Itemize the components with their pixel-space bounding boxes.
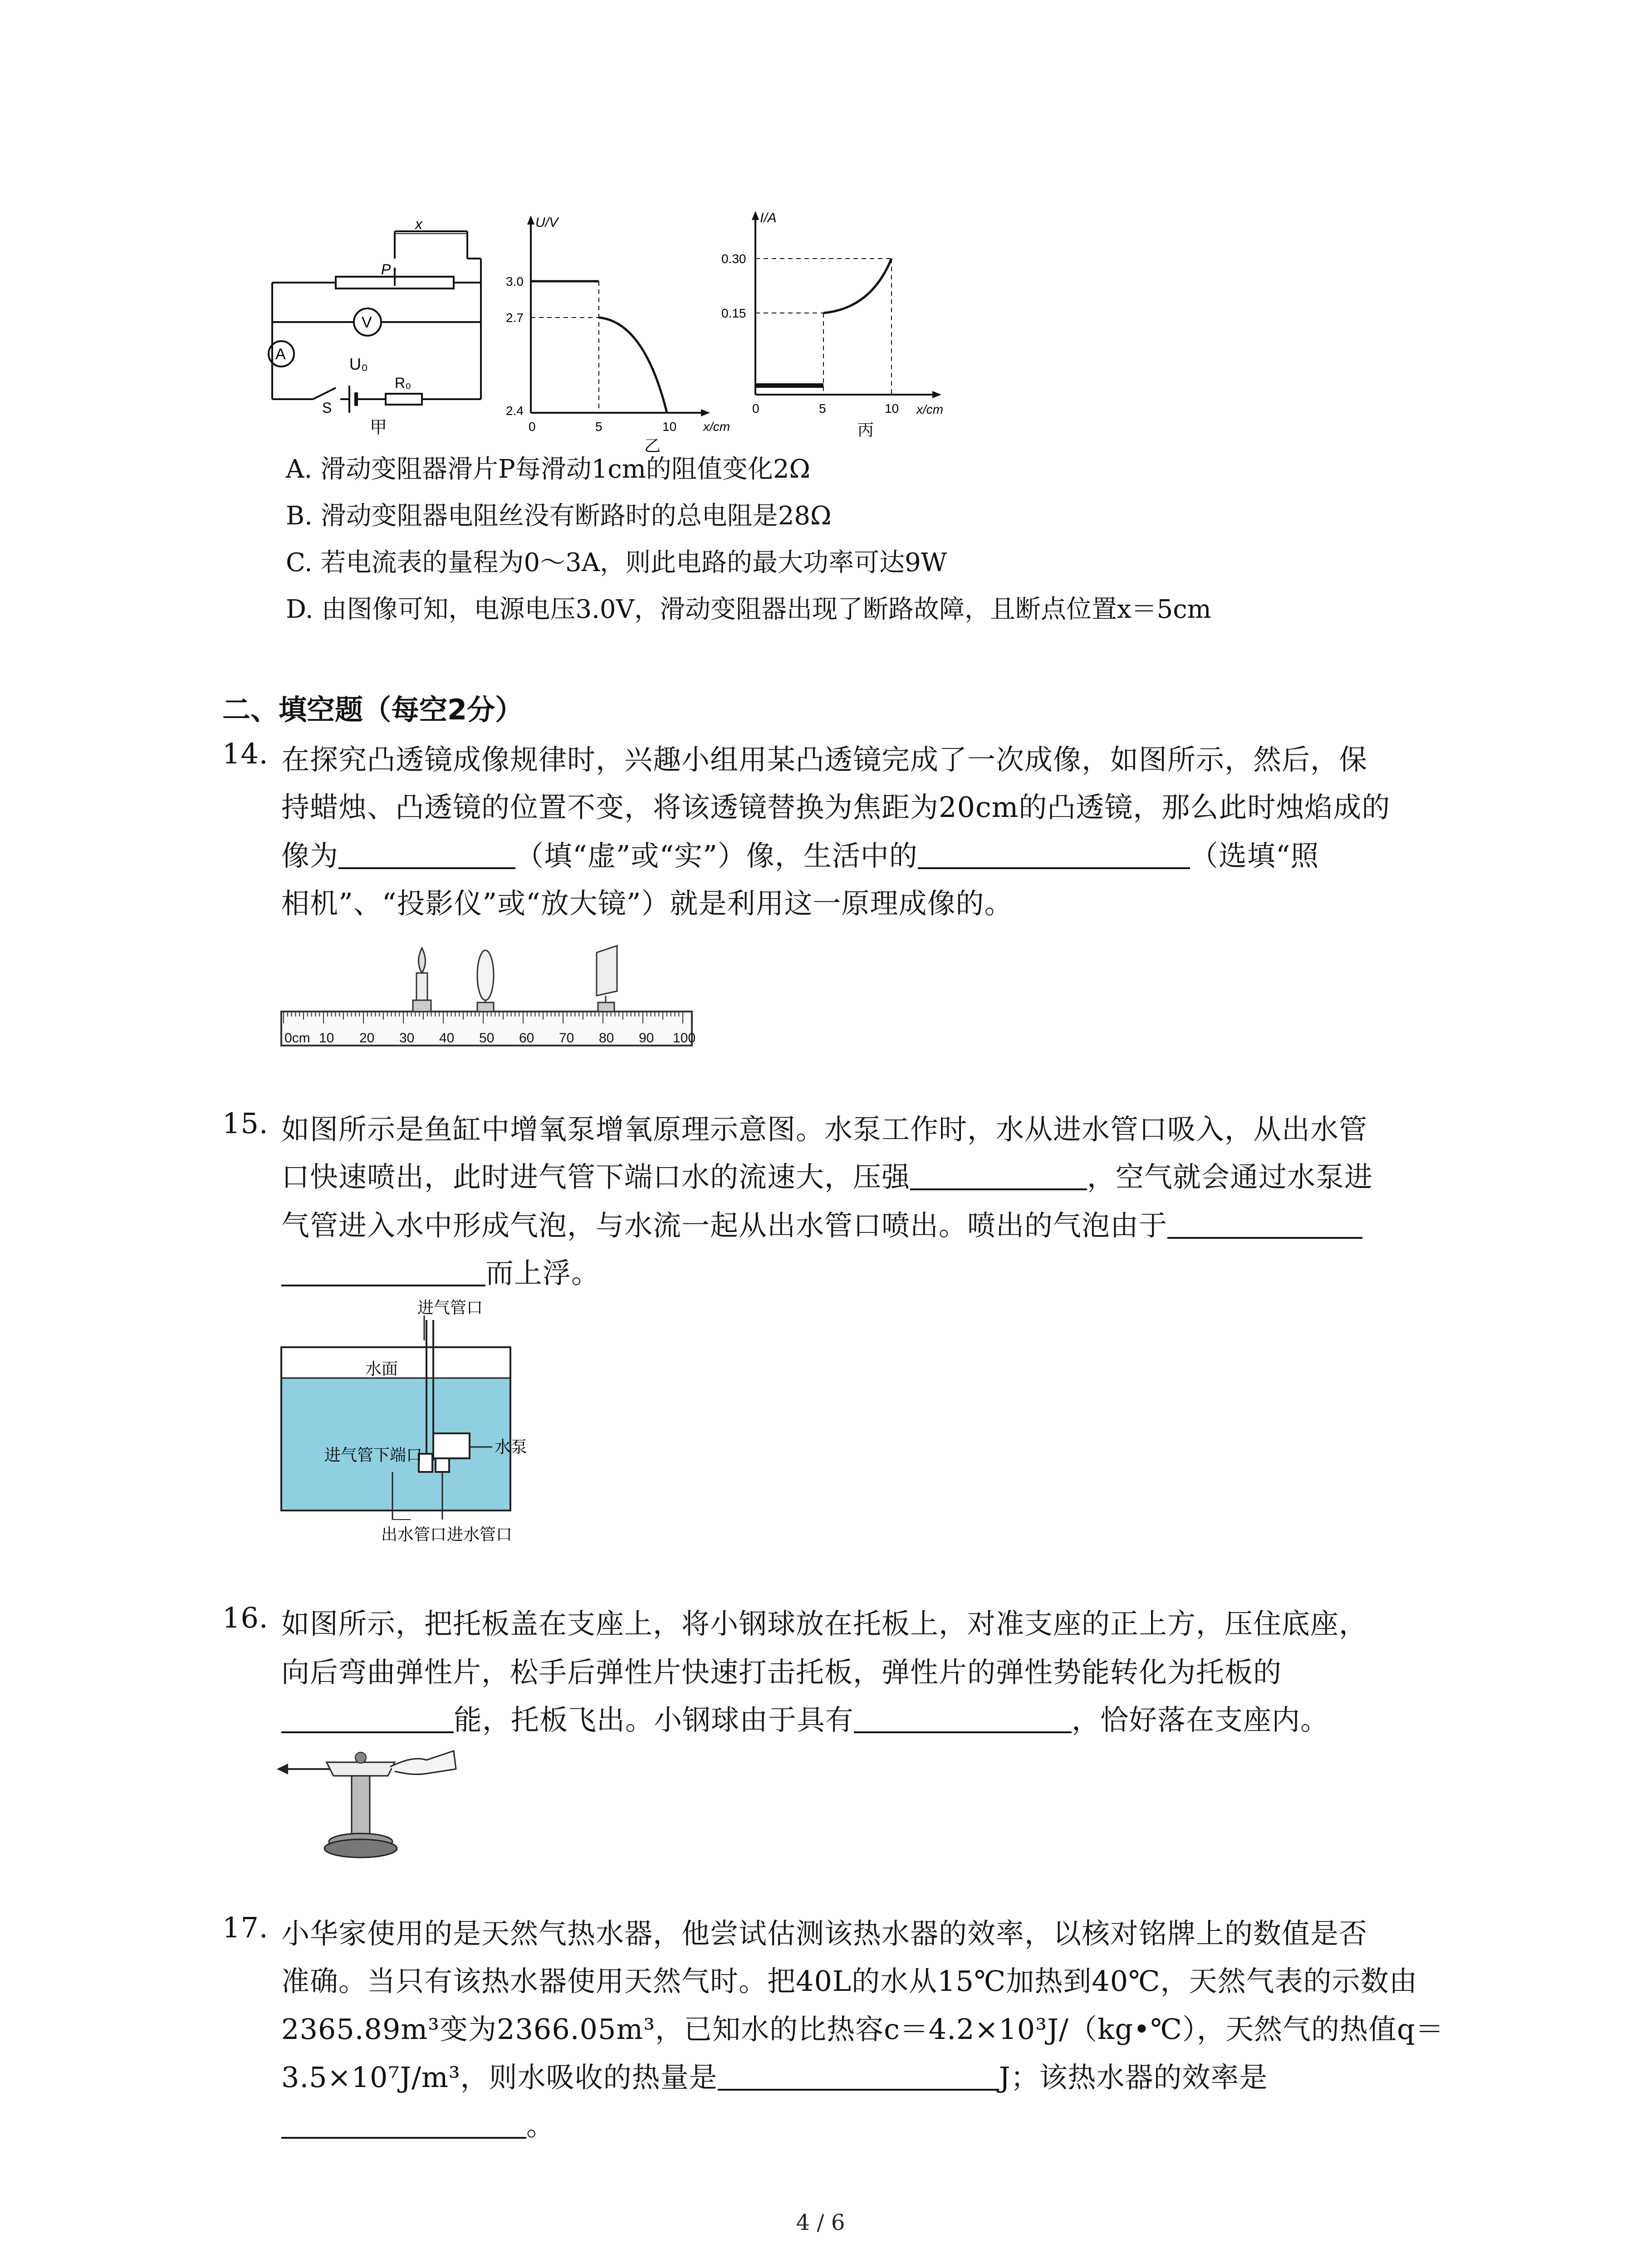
ruler-label: 100 <box>673 1031 696 1046</box>
bing-ylabel: I/A <box>760 210 777 225</box>
ruler-label: 70 <box>559 1031 574 1046</box>
caption-jia: 甲 <box>370 418 387 437</box>
q15-blank-2-cont[interactable] <box>281 1257 485 1286</box>
yi-xtick-2: 5 <box>595 420 603 434</box>
option-c: C. 若电流表的量程为0～3A，则此电路的最大功率可达9W <box>286 548 947 577</box>
convex-lens <box>477 950 494 1012</box>
q15-text-b: ，空气就会通过水泵进 <box>1087 1160 1373 1193</box>
q15-text-c: 气管进入水中形成气泡，与水流一起从出水管口喷出。喷出的气泡由于 <box>281 1209 1168 1242</box>
q15-text-d: 而上浮。 <box>485 1256 600 1290</box>
q16-number: 16. <box>222 1601 269 1634</box>
ruler-label: 50 <box>479 1031 495 1046</box>
q15-text-a: 口快速喷出，此时进气管下端口水的流速大，压强 <box>281 1160 911 1193</box>
caption-bing: 丙 <box>857 420 874 439</box>
graph-yi <box>506 215 730 455</box>
q14-blank-2[interactable] <box>918 840 1190 869</box>
q15-blank-1[interactable] <box>910 1161 1087 1190</box>
ruler-label: 40 <box>439 1031 455 1046</box>
label-x: x <box>415 216 422 232</box>
yi-ylabel: U/V <box>535 215 558 230</box>
q15-line3 <box>281 1203 1362 1243</box>
caption-yi: 乙 <box>644 436 661 455</box>
yi-xtick-3: 10 <box>662 420 677 434</box>
figure-16-inertia-device <box>277 1742 467 1864</box>
q14-number: 14. <box>222 737 269 770</box>
resistor-r0 <box>386 394 422 405</box>
label-u0: U₀ <box>349 355 368 373</box>
q14-blank-1[interactable] <box>338 840 515 869</box>
label-s: S <box>322 400 332 416</box>
q17-line5 <box>281 2103 555 2143</box>
circuit-diagram <box>269 231 481 413</box>
ruler-label: 0cm <box>284 1031 310 1046</box>
bing-xtick-2: 5 <box>819 401 826 415</box>
q14-line1: 在探究凸透镜成像规律时，兴趣小组用某凸透镜完成了一次成像，如图所示，然后，保 <box>281 743 1368 776</box>
label-v: V <box>362 314 372 331</box>
q17-blank-2[interactable] <box>281 2110 526 2139</box>
q15-line4 <box>281 1251 600 1291</box>
ruler-label: 30 <box>399 1031 415 1046</box>
bing-ytick-2: 0.15 <box>721 306 746 320</box>
q14-line3 <box>281 833 1319 874</box>
q17-text-c: 。 <box>526 2109 555 2142</box>
q16-line2: 向后弯曲弹性片，松手后弹性片快速打击托板，弹性片的弹性势能转化为托板的 <box>281 1656 1282 1689</box>
pump-body <box>433 1433 470 1458</box>
label-r0: R₀ <box>395 375 411 391</box>
yi-xtick-1: 0 <box>529 420 536 434</box>
q15-number: 15. <box>222 1107 269 1140</box>
figure-15-fish-tank <box>279 1297 560 1551</box>
label-lower-end: 进气管下端口 <box>324 1446 423 1464</box>
q14-text-a: 像为 <box>281 839 339 872</box>
q14-line4: 相机”、“投影仪”或“放大镜”）就是利用这一原理成像的。 <box>281 887 1013 920</box>
q14-line2: 持蜡烛、凸透镜的位置不变，将该透镜替换为焦距为20cm的凸透镜，那么此时烛焰成的 <box>281 791 1391 824</box>
q16-line1: 如图所示，把托板盖在支座上，将小钢球放在托板上，对准支座的正上方，压住底座， <box>281 1607 1368 1640</box>
bing-xtick-3: 10 <box>885 401 899 415</box>
label-water-surface: 水面 <box>365 1359 398 1378</box>
option-d: D. 由图像可知，电源电压3.0V，滑动变阻器出现了断路故障，且断点位置x＝5cm <box>286 595 1211 624</box>
q17-text-b: J；该热水器的效率是 <box>999 2061 1268 2094</box>
figure-13 <box>272 210 998 455</box>
label-a: A <box>275 346 286 363</box>
q17-text-a: 3.5×10⁷J/m³，则水吸收的热量是 <box>281 2061 718 2094</box>
candle <box>413 948 431 1012</box>
q16-blank-1[interactable] <box>281 1704 454 1733</box>
q15-line2 <box>281 1154 1373 1195</box>
q16-line3 <box>281 1697 1329 1738</box>
yi-ytick-2: 2.7 <box>506 311 524 325</box>
section-title: 二、填空题（每空2分） <box>222 693 524 726</box>
bing-xlabel: x/cm <box>916 402 944 416</box>
ruler-label: 90 <box>639 1031 654 1046</box>
q15-blank-2[interactable] <box>1167 1210 1362 1239</box>
q17-blank-1[interactable] <box>718 2062 999 2091</box>
ruler-label: 20 <box>359 1031 375 1046</box>
yi-ytick-1: 3.0 <box>506 274 524 288</box>
q16-text-a: 能，托板飞出。小钢球由于具有 <box>454 1703 854 1736</box>
label-p: P <box>381 261 391 278</box>
q17-line1: 小华家使用的是天然气热水器，他尝试估测该热水器的效率，以核对铭牌上的数值是否 <box>281 1917 1368 1950</box>
q17-number: 17. <box>222 1911 269 1944</box>
label-inlet: 进气管口 <box>417 1298 483 1317</box>
q17-line2: 准确。当只有该热水器使用天然气时。把40L的水从15℃加热到40℃，天然气表的示数由 <box>281 1965 1418 1998</box>
q14-text-c: （选填“照 <box>1190 839 1319 872</box>
label-water-in: 进水管口 <box>447 1525 513 1544</box>
yi-xlabel: x/cm <box>703 420 730 434</box>
ruler-label: 80 <box>599 1031 614 1046</box>
ruler-label: 10 <box>319 1031 334 1046</box>
bing-xtick-1: 0 <box>752 401 759 415</box>
q16-text-b: ，恰好落在支座内。 <box>1072 1703 1329 1736</box>
water <box>282 1378 509 1510</box>
yi-ytick-3: 2.4 <box>506 404 524 418</box>
ruler-label: 60 <box>519 1031 534 1046</box>
q15-line1: 如图所示是鱼缸中增氧泵增氧原理示意图。水泵工作时，水从进水管口吸入，从出水管 <box>281 1113 1368 1146</box>
label-pump: 水泵 <box>495 1437 528 1456</box>
option-a: A. 滑动变阻器滑片P每滑动1cm的阻值变化2Ω <box>286 455 810 484</box>
page-number: 4 / 6 <box>796 2210 845 2235</box>
q17-line3: 2365.89m³变为2366.05m³，已知水的比热容c＝4.2×10³J/（kg•℃），天然气的热值q＝ <box>281 2013 1444 2046</box>
q16-blank-2[interactable] <box>854 1704 1072 1733</box>
graph-bing <box>721 210 943 439</box>
option-b: B. 滑动变阻器电阻丝没有断路时的总电阻是28Ω <box>286 501 832 531</box>
q17-line4 <box>281 2055 1268 2095</box>
label-outlet: 出水管口 <box>381 1525 447 1544</box>
screen <box>597 946 617 1012</box>
q14-text-b: （填“虚”或“实”）像，生活中的 <box>515 839 918 872</box>
figure-14-optical-bench <box>279 939 696 1052</box>
bing-ytick-1: 0.30 <box>721 252 746 266</box>
